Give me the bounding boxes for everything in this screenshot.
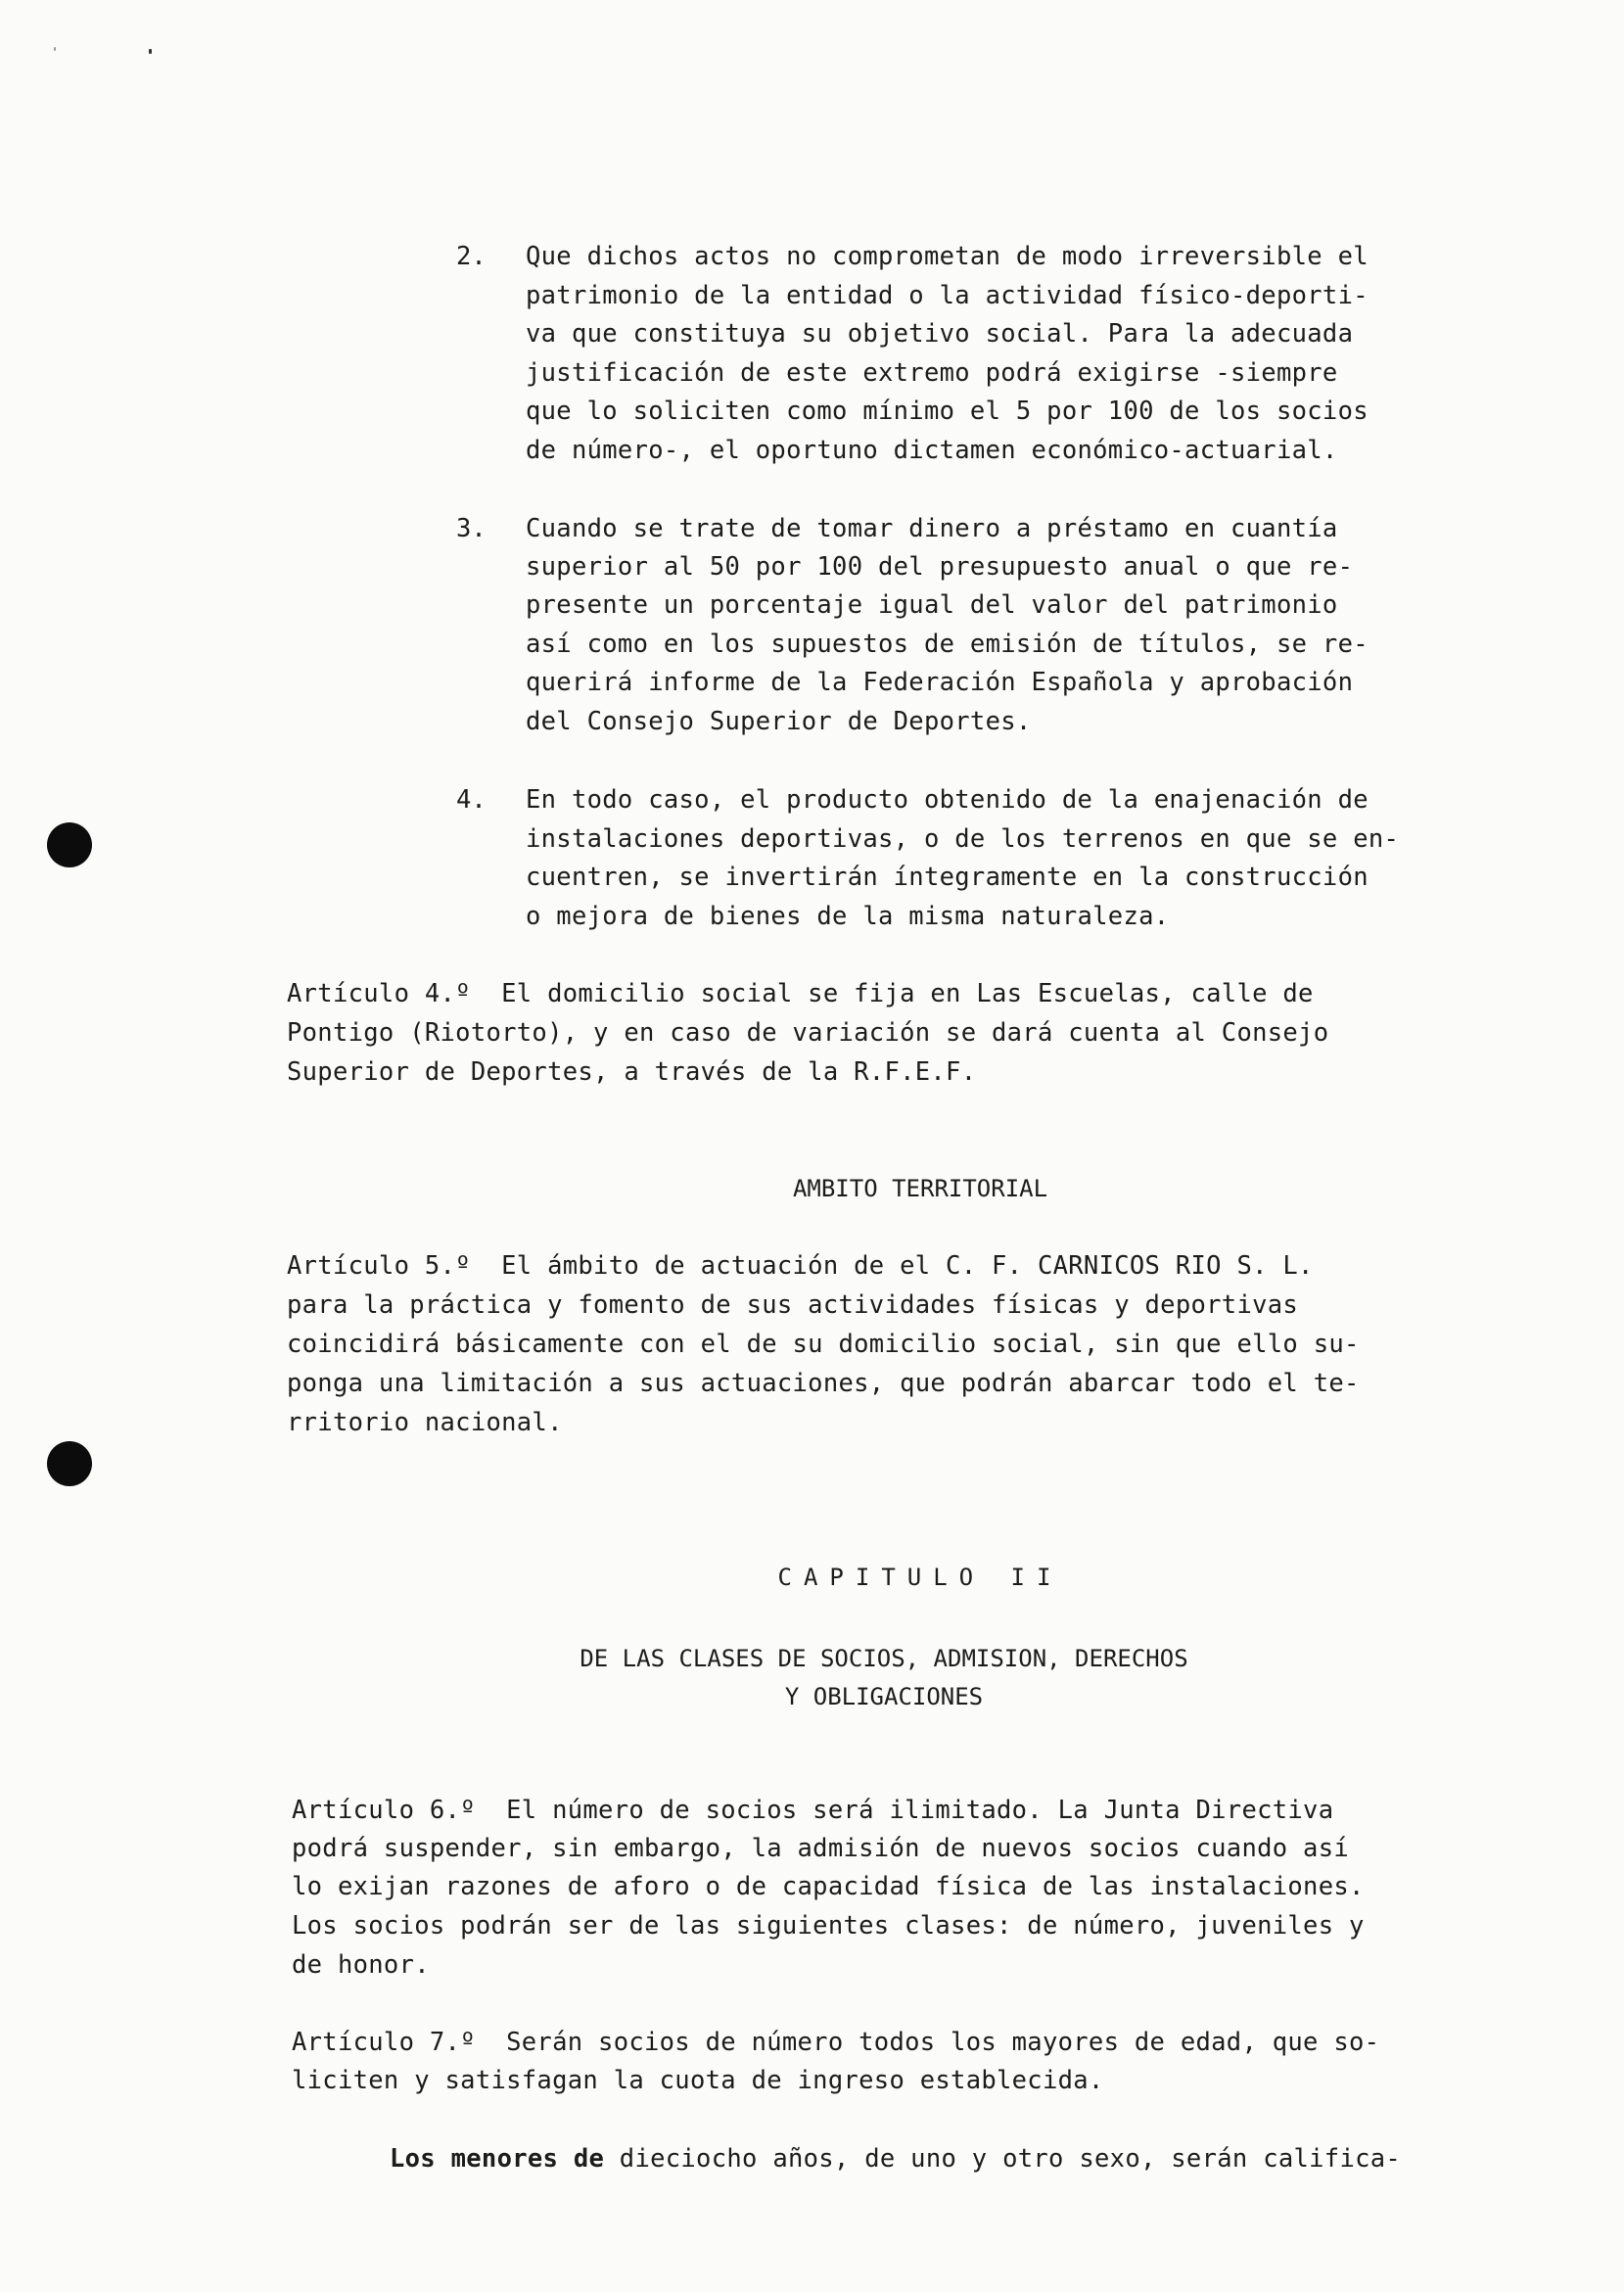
chapter-title: CAPITULO II — [777, 1564, 1063, 1591]
article-5-line: Artículo 5.º El ámbito de actuación de el C. F. CARNICOS RIO S. L. — [287, 1251, 1314, 1281]
article-4-line: Artículo 4.º El domicilio social se fija en Las Escuelas, calle de — [287, 979, 1314, 1008]
item2-line: de número-, el oportuno dictamen económico-actuarial. — [526, 436, 1338, 465]
article-7-line: Artículo 7.º Serán socios de número todos los mayores de edad, que so- — [292, 2028, 1380, 2057]
article-5-line: para la práctica y fomento de sus actividades físicas y deportivas — [287, 1290, 1299, 1320]
article-6-line: Los socios podrán ser de las siguientes clases: de número, juveniles y — [292, 1911, 1365, 1941]
item3-line: presente un porcentaje igual del valor del patrimonio — [526, 590, 1338, 620]
bold-fragment: Los menores de — [390, 2144, 605, 2174]
item2-line: va que constituya su objetivo social. Para la adecuada — [526, 319, 1354, 349]
item3-line: así como en los supuestos de emisión de títulos, se re- — [526, 630, 1369, 659]
scan-speck — [149, 49, 152, 54]
continuation-text: dieciocho años, de uno y otro sexo, serán califica- — [604, 2144, 1402, 2174]
item4-line: instalaciones deportivas, o de los terrenos en que se en- — [526, 824, 1400, 854]
item2-line: justificación de este extremo podrá exigirse -siempre — [526, 358, 1338, 388]
item-number: 2. — [456, 242, 487, 271]
section-heading-ambito: AMBITO TERRITORIAL — [792, 1175, 1048, 1202]
punch-hole-bottom — [47, 1441, 92, 1486]
item3-line: del Consejo Superior de Deportes. — [526, 707, 1032, 736]
scan-speck — [54, 47, 56, 51]
article-6-line: podrá suspender, sin embargo, la admisión de nuevos socios cuando así — [292, 1834, 1350, 1863]
punch-hole-top — [47, 822, 92, 867]
item3-line: querirá informe de la Federación Española y aprobación — [526, 668, 1354, 697]
article-7-line: liciten y satisfagan la cuota de ingreso establecida. — [292, 2066, 1104, 2095]
item2-line: patrimonio de la entidad o la actividad físico-deporti- — [526, 281, 1369, 310]
chapter-subtitle-line1: DE LAS CLASES DE SOCIOS, ADMISION, DERECHOS — [580, 1645, 1188, 1672]
item4-line: cuentren, se invertirán íntegramente en la construcción — [526, 863, 1369, 892]
article-4-line: Pontigo (Riotorto), y en caso de variación se dará cuenta al Consejo — [287, 1018, 1329, 1048]
article-5-line: coincidirá básicamente con el de su domicilio social, sin que ello su- — [287, 1330, 1360, 1359]
item3-line: superior al 50 por 100 del presupuesto anual o que re- — [526, 552, 1354, 582]
article-5-line: ponga una limitación a sus actuaciones, que podrán abarcar todo el te- — [287, 1369, 1360, 1398]
item4-line: o mejora de bienes de la misma naturaleza. — [526, 902, 1170, 931]
item-number: 4. — [456, 785, 487, 815]
item2-line: que lo soliciten como mínimo el 5 por 100 de los socios — [526, 397, 1369, 426]
item-number: 3. — [456, 514, 487, 543]
item3-line: Cuando se trate de tomar dinero a préstamo en cuantía — [526, 514, 1338, 543]
article-6-line: Artículo 6.º El número de socios será ilimitado. La Junta Directiva — [292, 1796, 1334, 1825]
article-5-line: rritorio nacional. — [287, 1408, 563, 1437]
continuation-line — [390, 2139, 1401, 2178]
article-6-line: lo exijan razones de aforo o de capacidad física de las instalaciones. — [292, 1872, 1365, 1901]
article-6-line: de honor. — [292, 1950, 430, 1980]
article-4-line: Superior de Deportes, a través de la R.F.E.F. — [287, 1057, 977, 1087]
item4-line: En todo caso, el producto obtenido de la enajenación de — [526, 785, 1369, 815]
chapter-subtitle-line2: Y OBLIGACIONES — [784, 1683, 984, 1710]
item2-line: Que dichos actos no comprometan de modo irreversible el — [526, 242, 1369, 271]
